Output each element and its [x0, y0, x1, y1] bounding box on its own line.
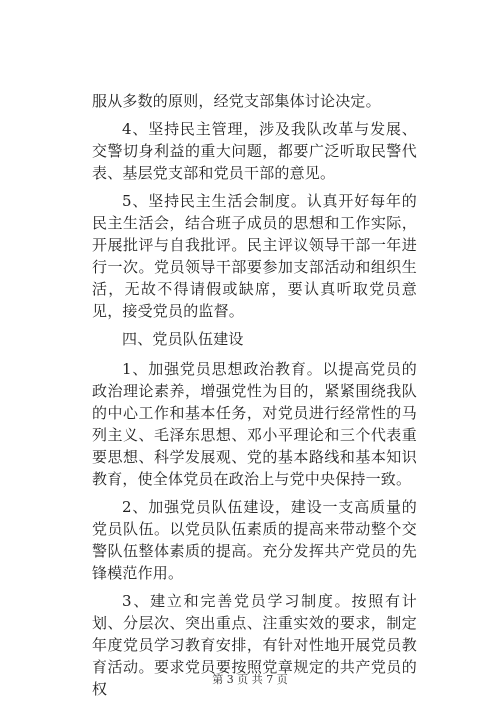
paragraph-item-2: 2、加强党员队伍建设，建设一支高质量的党员队伍。以党员队伍素质的提高来带动整个交警队伍整体素质的提高。充分发挥共产党员的先锋模范作用。: [92, 498, 417, 582]
paragraph-item-4: 4、坚持民主管理，涉及我队改革与发展、交警切身利益的重大问题，都要广泛听取民警代表、基层党支部和党员干部的意见。: [92, 120, 417, 182]
page-number-label: 第 3 页 共 7 页: [212, 673, 288, 686]
page-footer: [0, 671, 500, 687]
paragraph-continuation: 服从多数的原则，经党支部集体讨论决定。: [92, 92, 381, 110]
section-heading: 四、党员队伍建设: [122, 330, 244, 348]
paragraph-item-5: 5、坚持民主生活会制度。认真开好每年的民主生活会，结合班子成员的思想和工作实际，开展批评与自我批评。民主评议领导干部一年进行一次。党员领导干部要参加支部活动和组织生活，无故不得请假或缺席，要认真听取党员意见，接受党员的监督。: [92, 192, 417, 320]
paragraph-item-3: 3、建立和完善党员学习制度。按照有计划、分层次、突出重点、注重实效的要求，制定年度党员学习教育安排，有针对性地开展党员教育活动。要求党员要按照党章规定的共产党员的权: [92, 592, 417, 698]
paragraph-item-1: 1、加强党员思想政治教育。以提高党员的政治理论素养，增强党性为目的，紧紧围绕我队的中心工作和基本任务，对党员进行经常性的马列主义、毛泽东思想、邓小平理论和三个代表重要思想、科学发展观、党的基本路线和基本知识教育，使全体党员在政治上与党中央保持一致。: [92, 360, 417, 488]
document-body: [92, 90, 417, 706]
